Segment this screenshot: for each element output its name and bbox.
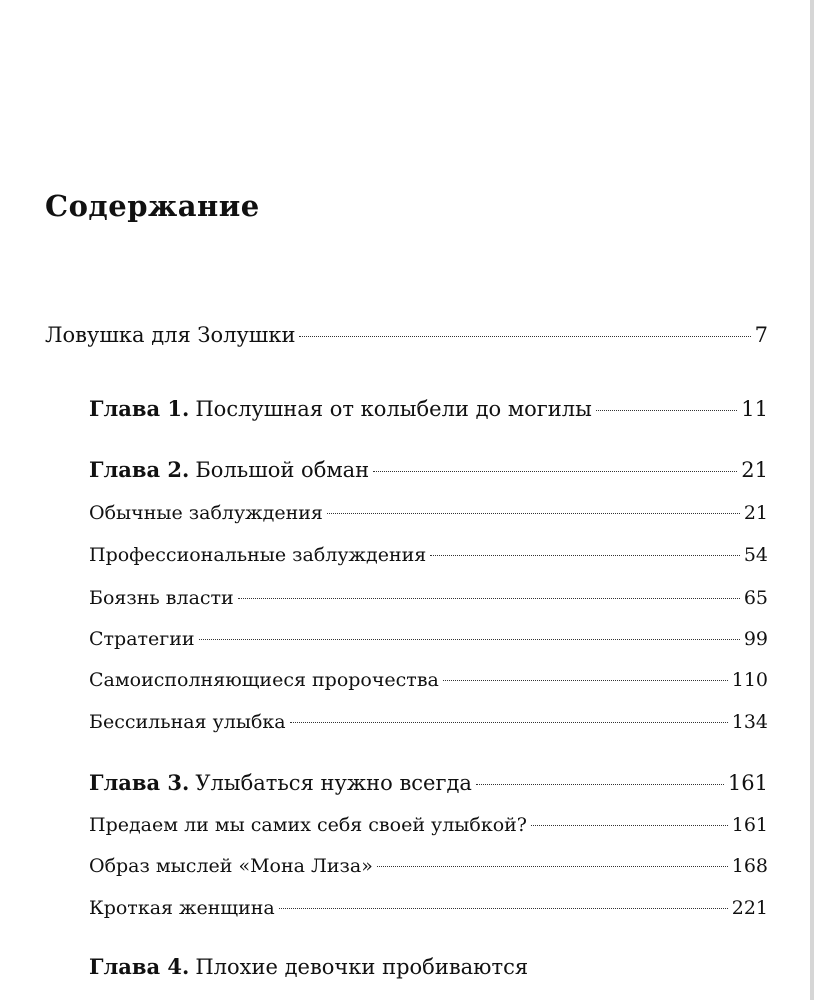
chapter-number: Глава 3. xyxy=(89,770,190,795)
chapter-number: Глава 2. xyxy=(89,457,190,482)
dot-leader xyxy=(531,825,728,826)
dot-leader xyxy=(327,513,740,514)
dot-leader xyxy=(430,555,740,556)
dot-leader xyxy=(596,410,737,411)
dot-leader xyxy=(299,336,750,337)
toc-title: Содержание xyxy=(45,189,260,223)
dot-leader xyxy=(290,722,728,723)
toc-entry-intro[interactable] xyxy=(45,320,768,350)
toc-entry-label: Стратегии xyxy=(89,628,195,650)
toc-page-number: 54 xyxy=(743,544,768,566)
toc-entry-label: Ловушка для Золушки xyxy=(45,323,296,347)
chapter-number: Глава 4. xyxy=(89,954,190,979)
toc-entry-label: Обычные заблуждения xyxy=(89,502,323,524)
dot-leader xyxy=(443,680,728,681)
dot-leader xyxy=(476,784,724,785)
toc-entry-label: Образ мыслей «Мона Лиза» xyxy=(89,855,373,877)
toc-entry-section[interactable] xyxy=(89,851,768,881)
toc-entry-section[interactable] xyxy=(89,583,768,613)
toc-page-number: 110 xyxy=(731,669,768,691)
toc-entry-label: Улыбаться нужно всегда xyxy=(195,771,472,795)
toc-page-number: 21 xyxy=(741,458,768,482)
toc-page-number: 134 xyxy=(731,711,768,733)
dot-leader xyxy=(377,866,728,867)
toc-page-number: 7 xyxy=(754,323,768,347)
toc-entry-label: Предаем ли мы самих себя своей улыбкой? xyxy=(89,814,527,836)
toc-entry-section[interactable] xyxy=(89,540,768,570)
toc-entry-section[interactable] xyxy=(89,707,768,737)
toc-entry-chapter-2[interactable] xyxy=(89,455,768,485)
dot-leader xyxy=(238,598,740,599)
toc-entry-label: Большой обман xyxy=(195,458,370,482)
toc-page-number: 221 xyxy=(731,897,768,919)
toc-entry-chapter-4[interactable] xyxy=(89,952,768,982)
dot-leader xyxy=(279,908,728,909)
toc-entry-section[interactable] xyxy=(89,893,768,923)
toc-page-number: 161 xyxy=(731,814,768,836)
toc-entry-label: Профессиональные заблуждения xyxy=(89,544,427,566)
toc-page-number: 99 xyxy=(743,628,768,650)
toc-page-number: 168 xyxy=(731,855,768,877)
toc-entry-section[interactable] xyxy=(89,665,768,695)
toc-page-number: 21 xyxy=(743,502,768,524)
dot-leader xyxy=(199,639,740,640)
dot-leader xyxy=(373,471,737,472)
toc-entry-section[interactable] xyxy=(89,498,768,528)
toc-page-number: 11 xyxy=(741,397,768,421)
toc-page-number: 161 xyxy=(727,771,768,795)
toc-entry-section[interactable] xyxy=(89,624,768,654)
chapter-number: Глава 1. xyxy=(89,396,190,421)
toc-entry-chapter-3[interactable] xyxy=(89,768,768,798)
toc-entry-chapter-1[interactable] xyxy=(89,394,768,424)
toc-entry-label: Кроткая женщина xyxy=(89,897,275,919)
page-edge xyxy=(810,0,814,1000)
toc-entry-label: Послушная от колыбели до могилы xyxy=(195,397,592,421)
toc-entry-label: Бессильная улыбка xyxy=(89,711,286,733)
toc-entry-section[interactable] xyxy=(89,810,768,840)
toc-page-number: 65 xyxy=(743,587,768,609)
toc-entry-label: Плохие девочки пробиваются xyxy=(195,955,529,979)
toc-entry-label: Боязнь власти xyxy=(89,587,234,609)
toc-entry-label: Самоисполняющиеся пророчества xyxy=(89,669,439,691)
